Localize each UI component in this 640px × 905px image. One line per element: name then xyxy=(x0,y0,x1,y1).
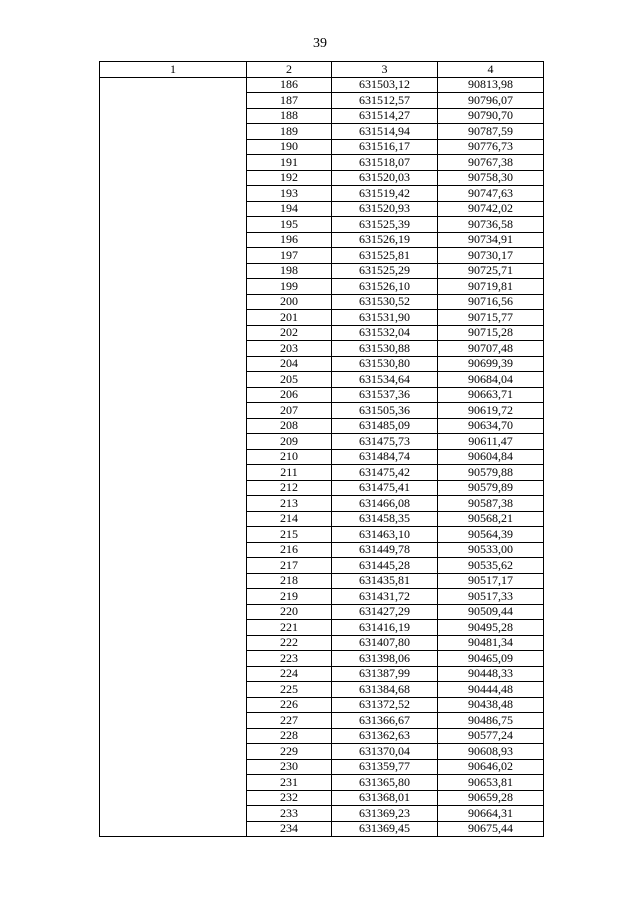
point-number-cell: 214 xyxy=(247,511,332,527)
y-coordinate-cell: 90564,39 xyxy=(438,527,544,543)
point-number-cell: 226 xyxy=(247,697,332,713)
x-coordinate-cell: 631407,80 xyxy=(332,635,438,651)
header-col-2: 2 xyxy=(247,62,332,78)
point-number-cell: 207 xyxy=(247,403,332,419)
point-number-cell: 192 xyxy=(247,170,332,186)
point-number-cell: 216 xyxy=(247,542,332,558)
y-coordinate-cell: 90787,59 xyxy=(438,124,544,140)
point-number-cell: 201 xyxy=(247,310,332,326)
x-coordinate-cell: 631359,77 xyxy=(332,759,438,775)
point-number-cell: 190 xyxy=(247,139,332,155)
x-coordinate-cell: 631537,36 xyxy=(332,387,438,403)
y-coordinate-cell: 90663,71 xyxy=(438,387,544,403)
x-coordinate-cell: 631534,64 xyxy=(332,372,438,388)
x-coordinate-cell: 631520,93 xyxy=(332,201,438,217)
x-coordinate-cell: 631526,10 xyxy=(332,279,438,295)
y-coordinate-cell: 90438,48 xyxy=(438,697,544,713)
x-coordinate-cell: 631372,52 xyxy=(332,697,438,713)
y-coordinate-cell: 90715,77 xyxy=(438,310,544,326)
x-coordinate-cell: 631398,06 xyxy=(332,651,438,667)
point-number-cell: 188 xyxy=(247,108,332,124)
point-number-cell: 234 xyxy=(247,821,332,837)
point-number-cell: 193 xyxy=(247,186,332,202)
x-coordinate-cell: 631466,08 xyxy=(332,496,438,512)
x-coordinate-cell: 631362,63 xyxy=(332,728,438,744)
y-coordinate-cell: 90587,38 xyxy=(438,496,544,512)
point-number-cell: 195 xyxy=(247,217,332,233)
table-body xyxy=(100,77,544,837)
y-coordinate-cell: 90719,81 xyxy=(438,279,544,295)
point-number-cell: 186 xyxy=(247,77,332,93)
point-number-cell: 197 xyxy=(247,248,332,264)
page-number: 39 xyxy=(313,36,327,51)
header-col-4: 4 xyxy=(438,62,544,78)
point-number-cell: 211 xyxy=(247,465,332,481)
point-number-cell: 219 xyxy=(247,589,332,605)
y-coordinate-cell: 90747,63 xyxy=(438,186,544,202)
x-coordinate-cell: 631525,81 xyxy=(332,248,438,264)
y-coordinate-cell: 90664,31 xyxy=(438,806,544,822)
table-header xyxy=(100,62,544,78)
x-coordinate-cell: 631463,10 xyxy=(332,527,438,543)
point-number-cell: 198 xyxy=(247,263,332,279)
point-number-cell: 204 xyxy=(247,356,332,372)
x-coordinate-cell: 631525,29 xyxy=(332,263,438,279)
point-number-cell: 224 xyxy=(247,666,332,682)
x-coordinate-cell: 631532,04 xyxy=(332,325,438,341)
point-number-cell: 189 xyxy=(247,124,332,140)
point-number-cell: 187 xyxy=(247,93,332,109)
point-number-cell: 206 xyxy=(247,387,332,403)
point-number-cell: 208 xyxy=(247,418,332,434)
x-coordinate-cell: 631369,45 xyxy=(332,821,438,837)
y-coordinate-cell: 90481,34 xyxy=(438,635,544,651)
y-coordinate-cell: 90619,72 xyxy=(438,403,544,419)
point-number-cell: 194 xyxy=(247,201,332,217)
point-number-cell: 231 xyxy=(247,775,332,791)
point-number-cell: 227 xyxy=(247,713,332,729)
point-number-cell: 229 xyxy=(247,744,332,760)
y-coordinate-cell: 90725,71 xyxy=(438,263,544,279)
x-coordinate-cell: 631519,42 xyxy=(332,186,438,202)
header-row xyxy=(100,62,544,78)
y-coordinate-cell: 90758,30 xyxy=(438,170,544,186)
x-coordinate-cell: 631484,74 xyxy=(332,449,438,465)
y-coordinate-cell: 90653,81 xyxy=(438,775,544,791)
x-coordinate-cell: 631512,57 xyxy=(332,93,438,109)
y-coordinate-cell: 90684,04 xyxy=(438,372,544,388)
y-coordinate-cell: 90634,70 xyxy=(438,418,544,434)
x-coordinate-cell: 631475,41 xyxy=(332,480,438,496)
point-number-cell: 230 xyxy=(247,759,332,775)
x-coordinate-cell: 631445,28 xyxy=(332,558,438,574)
point-number-cell: 221 xyxy=(247,620,332,636)
x-coordinate-cell: 631525,39 xyxy=(332,217,438,233)
x-coordinate-cell: 631530,80 xyxy=(332,356,438,372)
col-1-merged-cell xyxy=(100,77,247,837)
header-col-3: 3 xyxy=(332,62,438,78)
x-coordinate-cell: 631530,52 xyxy=(332,294,438,310)
point-number-cell: 228 xyxy=(247,728,332,744)
y-coordinate-cell: 90742,02 xyxy=(438,201,544,217)
x-coordinate-cell: 631516,17 xyxy=(332,139,438,155)
table-row xyxy=(100,77,544,93)
point-number-cell: 225 xyxy=(247,682,332,698)
point-number-cell: 217 xyxy=(247,558,332,574)
y-coordinate-cell: 90579,89 xyxy=(438,480,544,496)
y-coordinate-cell: 90659,28 xyxy=(438,790,544,806)
x-coordinate-cell: 631431,72 xyxy=(332,589,438,605)
y-coordinate-cell: 90796,07 xyxy=(438,93,544,109)
point-number-cell: 215 xyxy=(247,527,332,543)
y-coordinate-cell: 90716,56 xyxy=(438,294,544,310)
x-coordinate-cell: 631526,19 xyxy=(332,232,438,248)
x-coordinate-cell: 631475,42 xyxy=(332,465,438,481)
x-coordinate-cell: 631369,23 xyxy=(332,806,438,822)
y-coordinate-cell: 90579,88 xyxy=(438,465,544,481)
y-coordinate-cell: 90448,33 xyxy=(438,666,544,682)
point-number-cell: 210 xyxy=(247,449,332,465)
y-coordinate-cell: 90608,93 xyxy=(438,744,544,760)
point-number-cell: 209 xyxy=(247,434,332,450)
point-number-cell: 202 xyxy=(247,325,332,341)
point-number-cell: 205 xyxy=(247,372,332,388)
x-coordinate-cell: 631368,01 xyxy=(332,790,438,806)
x-coordinate-cell: 631503,12 xyxy=(332,77,438,93)
y-coordinate-cell: 90568,21 xyxy=(438,511,544,527)
x-coordinate-cell: 631387,99 xyxy=(332,666,438,682)
x-coordinate-cell: 631435,81 xyxy=(332,573,438,589)
point-number-cell: 191 xyxy=(247,155,332,171)
y-coordinate-cell: 90495,28 xyxy=(438,620,544,636)
x-coordinate-cell: 631366,67 xyxy=(332,713,438,729)
y-coordinate-cell: 90813,98 xyxy=(438,77,544,93)
point-number-cell: 223 xyxy=(247,651,332,667)
y-coordinate-cell: 90509,44 xyxy=(438,604,544,620)
y-coordinate-cell: 90517,33 xyxy=(438,589,544,605)
y-coordinate-cell: 90533,00 xyxy=(438,542,544,558)
point-number-cell: 232 xyxy=(247,790,332,806)
y-coordinate-cell: 90736,58 xyxy=(438,217,544,233)
y-coordinate-cell: 90767,38 xyxy=(438,155,544,171)
point-number-cell: 203 xyxy=(247,341,332,357)
point-number-cell: 212 xyxy=(247,480,332,496)
y-coordinate-cell: 90517,17 xyxy=(438,573,544,589)
y-coordinate-cell: 90776,73 xyxy=(438,139,544,155)
point-number-cell: 200 xyxy=(247,294,332,310)
x-coordinate-cell: 631514,27 xyxy=(332,108,438,124)
point-number-cell: 220 xyxy=(247,604,332,620)
y-coordinate-cell: 90611,47 xyxy=(438,434,544,450)
y-coordinate-cell: 90790,70 xyxy=(438,108,544,124)
x-coordinate-cell: 631416,19 xyxy=(332,620,438,636)
x-coordinate-cell: 631518,07 xyxy=(332,155,438,171)
x-coordinate-cell: 631384,68 xyxy=(332,682,438,698)
y-coordinate-cell: 90486,75 xyxy=(438,713,544,729)
y-coordinate-cell: 90604,84 xyxy=(438,449,544,465)
y-coordinate-cell: 90444,48 xyxy=(438,682,544,698)
coordinates-table xyxy=(99,61,544,837)
x-coordinate-cell: 631531,90 xyxy=(332,310,438,326)
x-coordinate-cell: 631449,78 xyxy=(332,542,438,558)
y-coordinate-cell: 90465,09 xyxy=(438,651,544,667)
x-coordinate-cell: 631370,04 xyxy=(332,744,438,760)
x-coordinate-cell: 631530,88 xyxy=(332,341,438,357)
point-number-cell: 199 xyxy=(247,279,332,295)
y-coordinate-cell: 90699,39 xyxy=(438,356,544,372)
y-coordinate-cell: 90707,48 xyxy=(438,341,544,357)
x-coordinate-cell: 631505,36 xyxy=(332,403,438,419)
x-coordinate-cell: 631427,29 xyxy=(332,604,438,620)
y-coordinate-cell: 90734,91 xyxy=(438,232,544,248)
y-coordinate-cell: 90577,24 xyxy=(438,728,544,744)
x-coordinate-cell: 631485,09 xyxy=(332,418,438,434)
x-coordinate-cell: 631514,94 xyxy=(332,124,438,140)
y-coordinate-cell: 90675,44 xyxy=(438,821,544,837)
point-number-cell: 196 xyxy=(247,232,332,248)
y-coordinate-cell: 90715,28 xyxy=(438,325,544,341)
x-coordinate-cell: 631458,35 xyxy=(332,511,438,527)
point-number-cell: 213 xyxy=(247,496,332,512)
y-coordinate-cell: 90535,62 xyxy=(438,558,544,574)
point-number-cell: 233 xyxy=(247,806,332,822)
x-coordinate-cell: 631475,73 xyxy=(332,434,438,450)
point-number-cell: 222 xyxy=(247,635,332,651)
x-coordinate-cell: 631520,03 xyxy=(332,170,438,186)
point-number-cell: 218 xyxy=(247,573,332,589)
header-col-1: 1 xyxy=(100,62,247,78)
y-coordinate-cell: 90730,17 xyxy=(438,248,544,264)
y-coordinate-cell: 90646,02 xyxy=(438,759,544,775)
x-coordinate-cell: 631365,80 xyxy=(332,775,438,791)
